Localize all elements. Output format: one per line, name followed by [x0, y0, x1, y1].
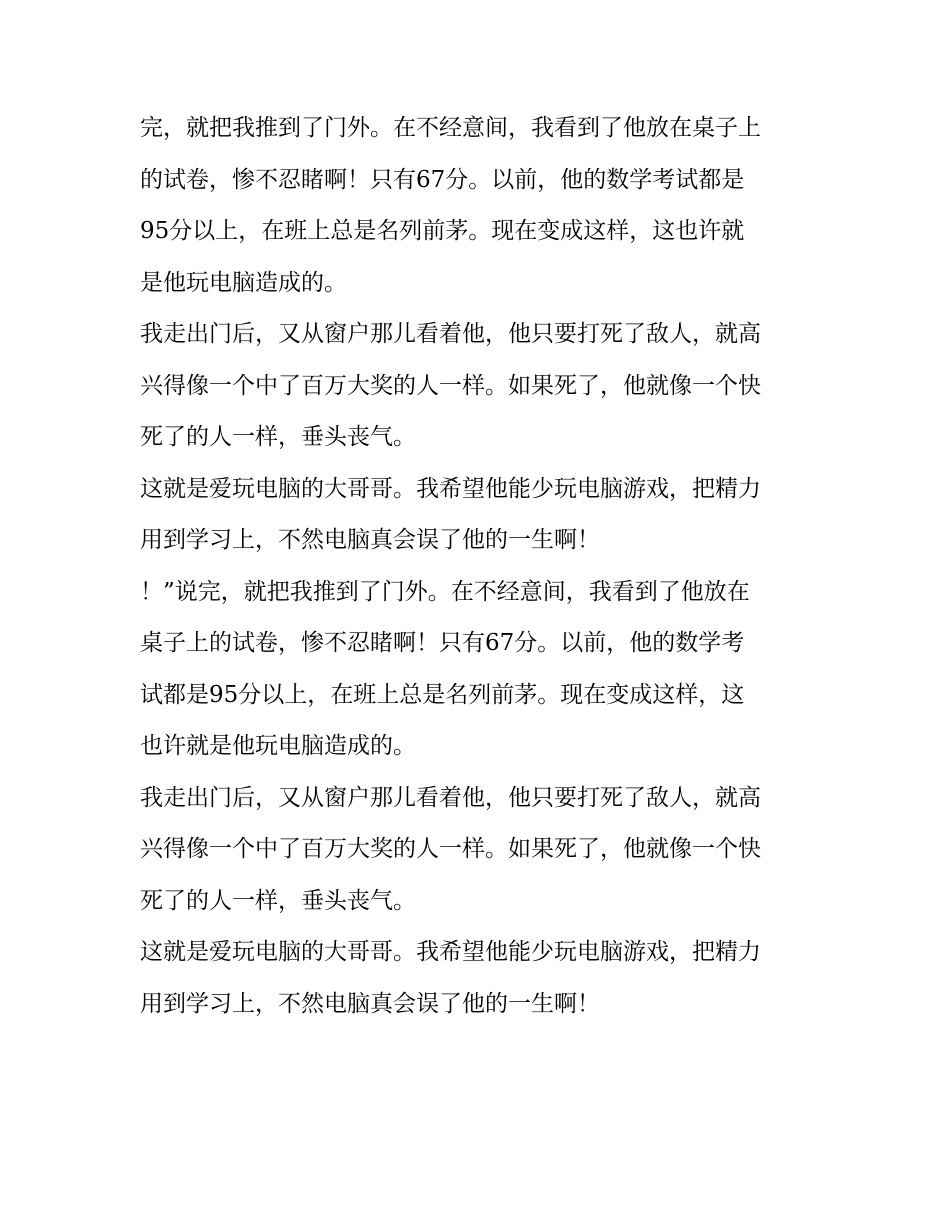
text-line: 我走出门后，又从窗户那儿看着他，他只要打死了敌人，就高: [140, 784, 761, 811]
text-line: ！”说完，就把我推到了门外。在不经意间，我看到了他放在: [140, 578, 750, 605]
text-line: 兴得像一个中了百万大奖的人一样。如果死了，他就像一个快: [140, 836, 761, 862]
text-line: 的试卷，惨不忍睹啊！只有67分。以前，他的数学考试都是: [140, 166, 745, 193]
text-line: 死了的人一样，垂头丧气。: [140, 424, 416, 450]
text-line: 完，就把我推到了门外。在不经意间，我看到了他放在桌子上: [140, 115, 761, 141]
text-line: 这就是爱玩电脑的大哥哥。我希望他能少玩电脑游戏，把精力: [140, 475, 761, 502]
text-line: 也许就是他玩电脑造成的。: [140, 733, 416, 759]
text-line: 用到学习上，不然电脑真会误了他的一生啊！: [140, 990, 600, 1017]
text-line: 用到学习上，不然电脑真会误了他的一生啊！: [140, 527, 600, 553]
text-line: 试都是95分以上，在班上总是名列前茅。现在变成这样，这: [140, 681, 745, 708]
text-line: 兴得像一个中了百万大奖的人一样。如果死了，他就像一个快: [140, 372, 761, 399]
text-line: 这就是爱玩电脑的大哥哥。我希望他能少玩电脑游戏，把精力: [140, 939, 761, 965]
body-text: [140, 103, 830, 1030]
text-line: 我走出门后，又从窗户那儿看着他，他只要打死了敌人，就高: [140, 321, 761, 347]
text-line: 是他玩电脑造成的。: [140, 269, 347, 296]
text-line: 死了的人一样，垂头丧气。: [140, 887, 416, 914]
text-line: 95分以上，在班上总是名列前茅。现在变成这样，这也许就: [140, 218, 745, 244]
text-line: 桌子上的试卷，惨不忍睹啊！只有67分。以前，他的数学考: [140, 630, 745, 656]
